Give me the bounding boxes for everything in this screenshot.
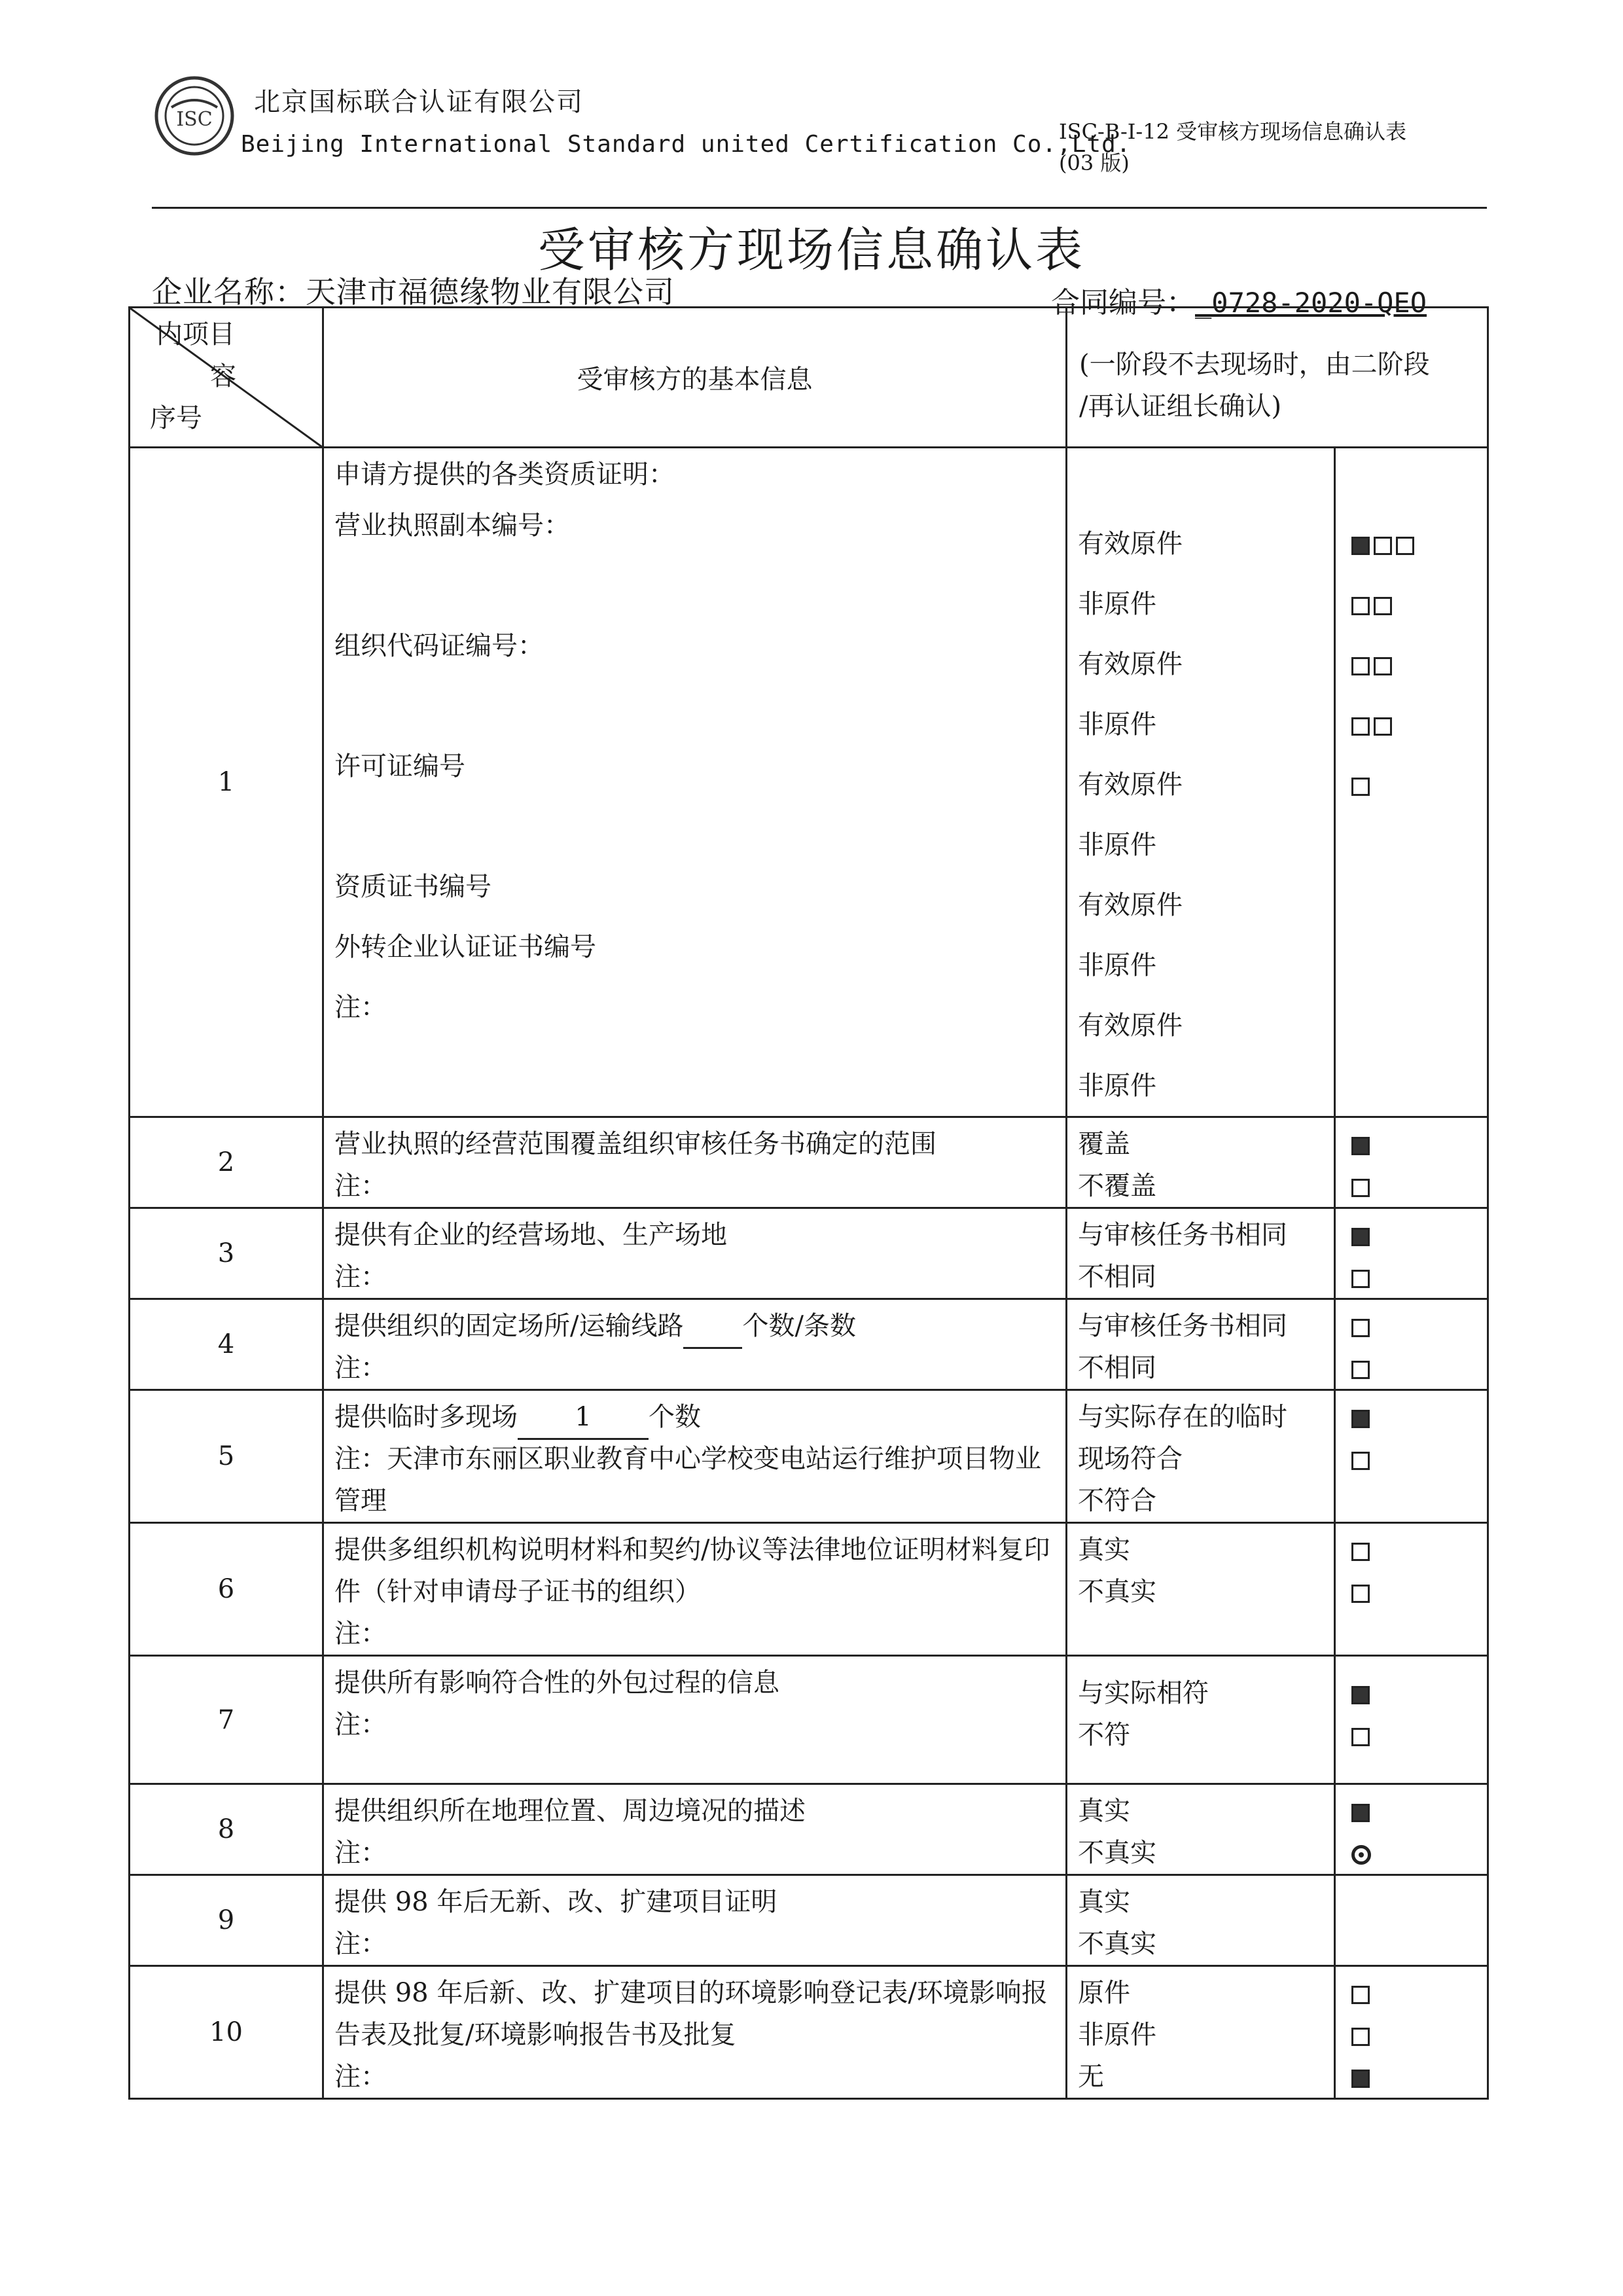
company-name-cn: 北京国标联合认证有限公司 [254,87,584,117]
checkbox[interactable] [1351,1179,1370,1197]
contract-value: _0728-2020-QEO [1195,287,1427,319]
form-code: ISC-B-I-12 受审核方现场信息确认表 [1059,119,1407,144]
checkbox[interactable] [1351,537,1370,555]
row-basic-info: 申请方提供的各类资质证明： 营业执照副本编号： 组织代码证编号： 许可证编号 资质证书编号 外转企业认证证书编号 注： [323,448,1067,1117]
checkbox[interactable] [1374,717,1392,736]
row-seq: 1 [130,448,323,1117]
row-basic-info: 提供组织的固定场所/运输线路 个数/条数 注： [323,1299,1067,1390]
table-row [130,1656,1488,1784]
checkbox[interactable] [1351,1228,1370,1246]
checkbox[interactable] [1351,1319,1370,1337]
row-options: 覆盖 不覆盖 [1067,1117,1335,1208]
row-checkboxes [1335,1523,1488,1656]
enterprise-name: 企业名称：天津市福德缘物业有限公司 [152,274,675,310]
row-basic-info: 提供组织所在地理位置、周边境况的描述 注： [323,1784,1067,1875]
table-row [130,1966,1488,2099]
checkbox[interactable] [1351,657,1370,675]
row-options: 真实 不真实 [1067,1784,1335,1875]
checkbox[interactable] [1396,537,1414,555]
checkbox[interactable] [1351,1410,1370,1428]
checkbox[interactable] [1351,1686,1370,1704]
row-basic-info: 提供 98 年后新、改、扩建项目的环境影响登记表/环境影响报告表及批复/环境影响报告书及批复 注： [323,1966,1067,2099]
row-options: 真实 不真实 [1067,1523,1335,1656]
row-seq: 3 [130,1208,323,1299]
row-basic-info: 提供有企业的经营场地、生产场地 注： [323,1208,1067,1299]
row-checkboxes [1335,1299,1488,1390]
row-seq: 2 [130,1117,323,1208]
checkbox[interactable] [1351,778,1370,796]
table-row [130,1784,1488,1875]
header-confirmation: (一阶段不去现场时，由二阶段 /再认证组长确认) [1067,308,1488,448]
checkbox[interactable] [1374,537,1392,555]
checkbox[interactable] [1351,1361,1370,1379]
row-seq: 5 [130,1390,323,1523]
row-checkboxes [1335,1656,1488,1784]
table-row [130,1523,1488,1656]
checkbox[interactable] [1351,1804,1370,1822]
row-seq: 4 [130,1299,323,1390]
row-options: 与审核任务书相同 不相同 [1067,1299,1335,1390]
row-basic-info: 提供所有影响符合性的外包过程的信息 注： [323,1656,1067,1784]
checkbox[interactable] [1351,2070,1370,2088]
checkbox[interactable] [1374,657,1392,675]
row-seq: 9 [130,1875,323,1966]
table-row [130,1117,1488,1208]
row-checkboxes [1335,1966,1488,2099]
row-seq: 7 [130,1656,323,1784]
checkbox[interactable] [1351,1543,1370,1561]
checkbox[interactable] [1351,717,1370,736]
table-row [130,1875,1488,1966]
blank-field[interactable] [683,1305,742,1349]
svg-text:ISC: ISC [176,108,213,131]
checkbox[interactable] [1351,1452,1370,1470]
page-title: 受审核方现场信息确认表 [537,223,1085,278]
table-header-row [130,308,1488,448]
checkbox[interactable] [1351,1270,1370,1288]
row-basic-info: 提供 98 年后无新、改、扩建项目证明 注： [323,1875,1067,1966]
checkbox[interactable] [1351,1585,1370,1603]
count-field[interactable]: 1 [518,1396,649,1440]
header-diagonal-cell [130,308,323,448]
row-options: 原件 非原件 无 [1067,1966,1335,2099]
row-options: 与实际存在的临时 现场符合 不符合 [1067,1390,1335,1523]
form-version: (03 版) [1059,151,1130,175]
header-divider [152,207,1487,209]
header-basic-info: 受审核方的基本信息 [323,308,1067,448]
header-item-label: 内项目 [156,319,235,350]
table-row [130,448,1488,1117]
row-options: 与实际相符 不符 [1067,1656,1335,1784]
row-seq: 6 [130,1523,323,1656]
row-options: 真实 不真实 [1067,1875,1335,1966]
company-name-en: Beijing International Standard united Certification Co.,Ltd. [241,131,1132,158]
row-seq: 8 [130,1784,323,1875]
row-seq: 10 [130,1966,323,2099]
radio-selected-icon[interactable] [1351,1845,1371,1865]
header-seq-label: 序号 [150,403,202,433]
table-row [130,1208,1488,1299]
contract-label: 合同编号： [1051,286,1195,319]
checkbox[interactable] [1351,1137,1370,1155]
row-basic-info: 提供临时多现场 1 个数 注：天津市东丽区职业教育中心学校变电站运行维护项目物业管理 [323,1390,1067,1523]
row-checkboxes [1335,1784,1488,1875]
row-checkboxes [1335,1875,1488,1966]
checkbox[interactable] [1374,597,1392,615]
row-checkboxes [1335,1390,1488,1523]
row-checkboxes [1335,1208,1488,1299]
checkbox[interactable] [1351,2028,1370,2046]
checkbox[interactable] [1351,597,1370,615]
row-basic-info: 营业执照的经营范围覆盖组织审核任务书确定的范围 注： [323,1117,1067,1208]
checkbox[interactable] [1351,1728,1370,1746]
row-checkboxes [1335,448,1488,1117]
header-content-label: 容 [210,361,236,391]
row-basic-info: 提供多组织机构说明材料和契约/协议等法律地位证明材料复印件（针对申请母子证书的组织） 注： [323,1523,1067,1656]
checkbox[interactable] [1351,1986,1370,2004]
table-row [130,1390,1488,1523]
row-checkboxes [1335,1117,1488,1208]
row-options: 有效原件 非原件 有效原件 非原件 有效原件 非原件 有效原件 非原件 有效原件 非原件 [1067,448,1335,1117]
info-table [128,306,1489,2100]
isc-logo [152,73,237,158]
table-row [130,1299,1488,1390]
row-options: 与审核任务书相同 不相同 [1067,1208,1335,1299]
